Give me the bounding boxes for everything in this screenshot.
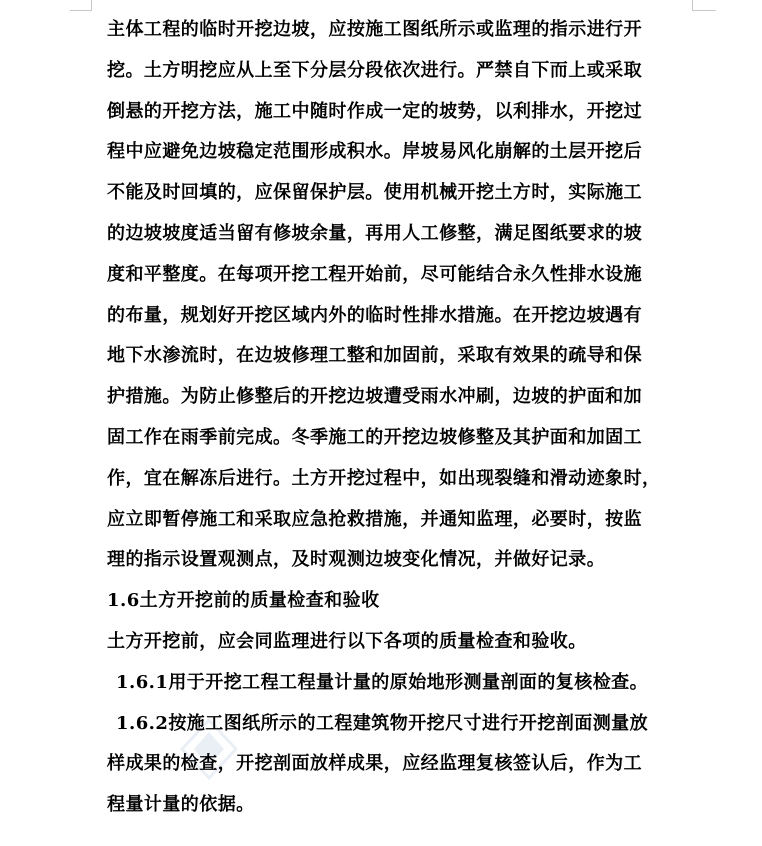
body-line: 的边坡坡度适当留有修坡余量，再用人工修整，满足图纸要求的坡	[107, 222, 643, 244]
crop-mark-top-left-horizontal	[70, 10, 92, 11]
body-line: 度和平整度。在每项开挖工程开始前，尽可能结合永久性排水设施	[107, 263, 643, 285]
body-line: 主体工程的临时开挖边坡，应按施工图纸所示或监理的指示进行开	[107, 19, 643, 40]
body-line: 固工作在雨季前完成。冬季施工的开挖边坡修整及其护面和加固工	[107, 426, 643, 448]
body-line: 应立即暂停施工和采取应急抢救措施，并通知监理，必要时，按监	[107, 508, 643, 530]
body-line: 倒悬的开挖方法，施工中随时作成一定的坡势，以利排水，开挖过	[107, 100, 643, 122]
section-heading: 1.6土方开挖前的质量检查和验收	[107, 590, 380, 612]
subsection-item-1: 1.6.1用于开挖工程工程量计量的原始地形测量剖面的复核检查。	[116, 671, 649, 693]
body-line: 挖。土方明挖应从上至下分层分段依次进行。严禁自下而上或采取	[107, 59, 643, 81]
body-line: 不能及时回填的，应保留保护层。使用机械开挖土方时，实际施工	[107, 182, 643, 204]
section-intro: 土方开挖前，应会同监理进行以下各项的质量检查和验收。	[107, 630, 587, 652]
subsection-item-2-line: 样成果的检查，开挖剖面放样成果，应经监理复核签认后，作为工	[107, 753, 643, 775]
crop-mark-top-left-vertical	[91, 0, 92, 11]
body-line: 护措施。为防止修整后的开挖边坡遭受雨水冲刷，边坡的护面和加	[107, 386, 643, 408]
subsection-item-2-line: 程量计量的依据。	[107, 794, 255, 816]
body-line: 理的指示设置观测点，及时观测边坡变化情况，并做好记录。	[107, 549, 606, 571]
document-body	[107, 10, 662, 826]
crop-mark-top-right-horizontal	[692, 10, 716, 11]
subsection-item-2-line: 1.6.2按施工图纸所示的工程建筑物开挖尺寸进行开挖剖面测量放	[116, 712, 649, 734]
body-line: 程中应避免边坡稳定范围形成积水。岸坡易风化崩解的土层开挖后	[107, 141, 643, 163]
body-line: 地下水渗流时，在边坡修理工整和加固前，采取有效果的疏导和保	[107, 345, 643, 367]
crop-mark-top-right-vertical	[692, 0, 693, 11]
body-line: 作，宜在解冻后进行。土方开挖过程中，如出现裂缝和滑动迹象时，	[107, 467, 661, 489]
body-line: 的布量，规划好开挖区域内外的临时性排水措施。在开挖边坡遇有	[107, 304, 643, 326]
